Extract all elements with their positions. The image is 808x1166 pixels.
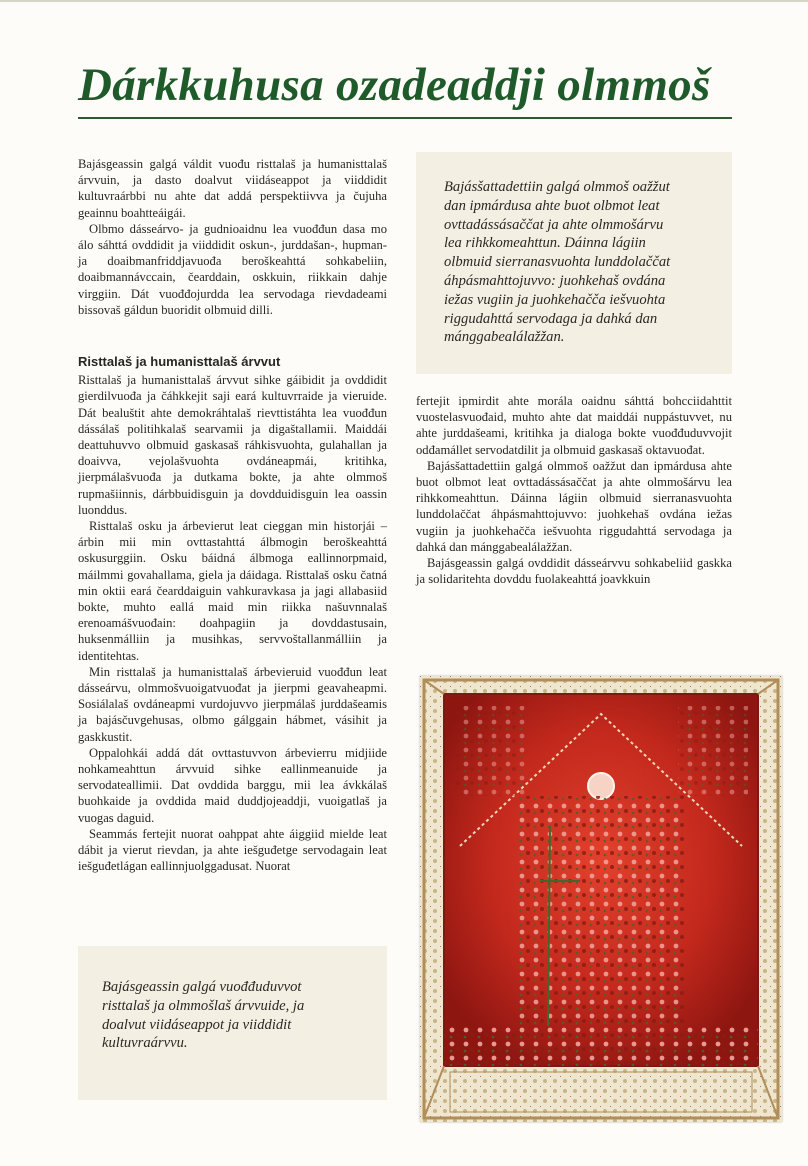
top-border	[0, 0, 808, 2]
section-paragraph-2: Risttalaš osku ja árbevierut leat cieggan min historjái – árbin mii min ovttastahttá álbmogin beroškeahttá oskusurggiin. Osku báidná álbmoga eallinnorpmaid, máilmmi govahallama, giela ja dáidaga. Risttalaš osku čatná min oktii eará čearddaiguin vahkuravkasa ja jagi allabasiid bokte, muhto eallá maid min riikka našuvnnalaš erenoamášvuođain: doahpagiin ja dovddastusain, huksenmálliin ja musihkas, servvoštallanmálliin ja identitehtas.	[78, 519, 387, 663]
intro-paragraph-1: Bajásgeassin galgá váldit vuođu risttalaš ja humanisttalaš árvvuin, ja dasto doalvut viidáseappot ja viiddidit kultuvraárbbi nu ahte dat addá perspektiivva ja čujuha geainnu boahtteáigái.	[78, 157, 387, 220]
rose-cluster	[456, 706, 526, 796]
section-paragraph-3: Min risttalaš ja humanisttalaš árbevieruid vuođđun leat dásseárvu, olmmošvuoigatvuođat ja jierpmi geavaheapmi. Sosiálalaš ovdáneapmi vurdojuvvo jierpmálaš jurddašeamis ja bajásčuvgehusas, olbmo gálggain hábmet, vásihit ja gaskkustit.	[78, 664, 387, 744]
pullquote-line: lea rihkkomeahttun. Dáinna lágiin	[444, 235, 646, 252]
pullquote-line: Bajásgeassin galgá vuođđuduvvot	[102, 979, 302, 995]
sun-motif	[588, 773, 614, 799]
pullquote-line: mánggabealálažžan.	[444, 329, 565, 346]
pullquote-line: iežas vugiin ja juohkehačča iešvuohta	[444, 291, 666, 308]
section-heading: Risttalaš ja humanisttalaš árvvut	[78, 354, 281, 369]
section-paragraph-4: Oppalohkái addá dát ovttastuvvon árbevierru midjiide nohkameahttun árvvuid sihke eallinmeanuide ja servodateallimii. Dat ovddida barggu, mii lea ávkkálaš buohkaide ja ovddida maid duddjojeaddji, vuoigatlaš ja vuogas daguid.	[78, 745, 387, 825]
pullquote-top	[416, 152, 732, 374]
flower-garden	[516, 796, 686, 1026]
pullquote-line: ovttadássásaččat ja ahte olmmošárvu	[444, 216, 664, 233]
pullquote-line: doalvut viidáseappot ja viiddidit	[102, 1016, 292, 1033]
values-section	[78, 354, 387, 875]
pullquote-line: olbmuid sierranasvuohta lunddolaččat	[444, 254, 671, 271]
embroidered-tapestry-image	[420, 676, 782, 1122]
pullquote-line: kultuvraárvvu.	[102, 1035, 188, 1052]
pullquote-line: risttalaš ja olmmošlaš árvvuide, ja	[102, 997, 305, 1014]
right-paragraph-3: Bajásgeassin galgá ovddidit dásseárvvu sohkabeliid gaskka ja solidaritehta dovddu fuolakeahttá joavkkuin	[416, 556, 732, 587]
pullquote-line: dan ipmárdusa ahte buot olbmot leat	[444, 197, 660, 214]
right-paragraph-2: Bajásšattadettiin galgá olmmoš oažžut dan ipmárdusa ahte buot olbmot leat ovttadássásaččat ja ahte olmmošárvu lea rihkkomeahttun. Dáinna lágiin olbmuid sierranasvuohta lunddolaččat áhpásmahttojuvvo: juohkehaš ovdána iežas vugiin ja juohkehačča iešvuohta riggudahttá servodaga ja dahká dan mánggabealálažžan.	[416, 458, 732, 554]
flower-band	[444, 1026, 758, 1066]
right-column-text	[416, 393, 732, 587]
right-paragraph-1: fertejit ipmirdit ahte morála oaidnu sáhttá bohcciidahttit vuostelasvuođaid, muhto ahte dat maiddái nuppástuvvet, nu ahte jurddašeami, kritihka ja dialoga bokte vuođđuduvvojit odđamállet servodatdilit ja olbmuid gaskasaš oktavuođat.	[416, 394, 732, 457]
tapestry-illustration	[420, 676, 782, 1122]
page-title: Dárkkuhusa ozadeaddji olmmoš	[78, 59, 711, 111]
intro-paragraph-2: Olbmo dásseárvo- ja gudnioaidnu lea vuođđun dasa mo álo sáhttá ovddidit ja viiddidit oskun-, jurddašan-, hupman- ja doaibmanfriddjavuođa beroškeahttá sohkabeliin, doaibmannávccain, čearddain, oskkuin, riikkain dahje virggiin. Dát vuođđojurdda lea servodaga rievdadeami bissovaš gáldun buoridit olbmuid dilli.	[78, 221, 387, 317]
pullquote-line: áhpásmahttojuvvo: juohkehaš ovdána	[444, 272, 666, 289]
pullquote-line: Bajásšattadettiin galgá olmmoš oažžut	[444, 179, 670, 195]
section-paragraph-1: Risttalaš ja humanisttalaš árvvut sihke gáibidit ja ovddidit gierdilvuođa ja čáhkkejit saji eará kultuvrraide ja vieruide. Dát bealuštit ahte demokráhtalaš rievttistáhta lea vuođđun dássálaš politihkalaš searvamii ja digaštallamii. Maiddái deattuhuvvo olbmuid gaskasaš ráhkisvuohta, gulahallan ja doaivva, vejolašvuohta ovdáneapmái, kritihka, jierpmálašvuođa ja dutkama bokte, ja ahte olmmoš rupmašiinnis, dárbbuidisguin ja dovdduidisguin lea oassin luonddus.	[78, 373, 387, 517]
title-rule	[78, 117, 732, 119]
rose-cluster	[678, 706, 748, 796]
bottom-lace-panel	[450, 1072, 752, 1112]
intro-text	[78, 156, 387, 318]
pullquote-bottom	[78, 946, 387, 1100]
section-paragraph-5: Seammás fertejit nuorat oahppat ahte áiggiid mielde leat dábit ja vierut rievdan, ja ahte iešguđetge servodagain leat iešguđetlágan eallinnjuolggadusat. Nuorat	[78, 826, 387, 874]
pullquote-line: riggudahttá servodaga ja dahká dan	[444, 310, 658, 327]
